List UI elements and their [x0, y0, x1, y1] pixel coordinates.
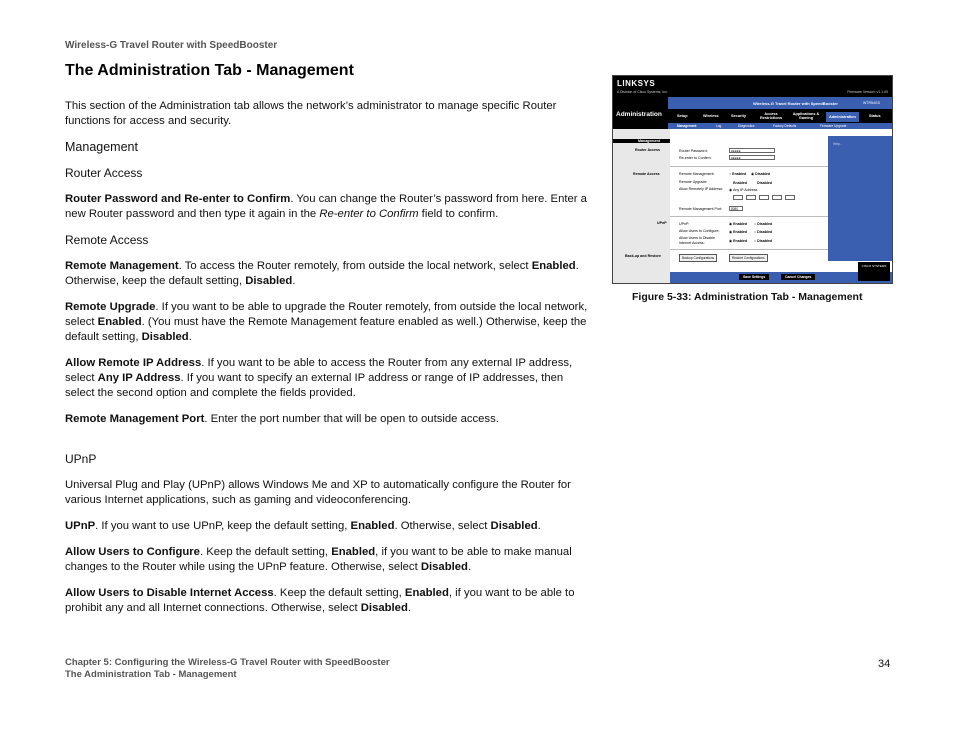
body-column [65, 99, 590, 627]
remote-management-enabled-radio[interactable]: ○ Enabled [729, 172, 747, 176]
ip-octet-3[interactable] [759, 195, 769, 200]
upnp-heading: UPnP [65, 452, 97, 466]
allow-configure-label: Allow Users to Configure: [679, 229, 720, 233]
router-password-label: Router Password: [679, 149, 708, 153]
remote-upgrade-enabled-radio[interactable]: Enabled [733, 181, 747, 185]
logo-subtitle: A Division of Cisco Systems, Inc. [617, 90, 668, 94]
allow-disable-label: Allow Users to Disable Internet Access: [679, 236, 715, 245]
upnp-intro-paragraph: Universal Plug and Play (UPnP) allows Windows Me and XP to automatically configure the Router for various Internet applications, such as gaming and videoconferencing. [65, 479, 571, 506]
reenter-label: Re-enter to Confirm: [679, 156, 712, 160]
cancel-changes-button[interactable]: Cancel Changes [781, 274, 815, 280]
ip-octet-1[interactable] [733, 195, 743, 200]
ip-octet-2[interactable] [746, 195, 756, 200]
section-remote-access: Remote Access [633, 172, 660, 176]
footer-chapter: Chapter 5: Configuring the Wireless-G Travel Router with SpeedBooster [65, 657, 390, 668]
section-router-access: Router Access [635, 148, 661, 152]
tab-status[interactable]: Status [869, 114, 881, 118]
tab-setup[interactable]: Setup [677, 114, 688, 118]
intro-paragraph: This section of the Administration tab allows the network’s administrator to manage specific Router functions for access and security. [65, 100, 557, 127]
reenter-password-input[interactable]: ●●●●● [729, 155, 775, 160]
remote-port-paragraph: Remote Management Port. Enter the port number that will be open to outside access. [65, 413, 499, 425]
router-password-input[interactable]: ●●●●● [729, 148, 775, 153]
router-password-paragraph: Router Password and Re-enter to Confirm. You can change the Router’s password from here. Enter a new Router password and then type it again in the Re-enter to Confirm field to confirm. [65, 193, 587, 220]
product-name: Wireless-G Travel Router with SpeedBooster [753, 101, 838, 106]
tab-administration[interactable]: Administration [826, 112, 859, 122]
section-upnp: UPnP [657, 221, 667, 225]
subtab-management[interactable]: Management [677, 124, 697, 128]
linksys-logo: LINKSYS [617, 79, 656, 88]
page-number: 34 [878, 658, 891, 670]
page-title: The Administration Tab - Management [65, 62, 354, 79]
running-head: Wireless-G Travel Router with SpeedBooster [65, 40, 278, 51]
management-heading: Management [65, 140, 138, 154]
allow-configure-enabled-radio[interactable]: ◉ Enabled [729, 230, 748, 234]
remote-upgrade-paragraph: Remote Upgrade. If you want to be able to upgrade the Router remotely, from outside the local network, select Enabled. (You must have the Remote Management feature enabled as well.) Otherwise, keep the default setting, Disabled. [65, 301, 588, 343]
cisco-logo: CISCO SYSTEMS [858, 262, 890, 281]
allow-configure-paragraph: Allow Users to Configure. Keep the default setting, Enabled, if you want to be able to make manual changes to the Router while using the UPnP feature. Otherwise, select Disabled. [65, 546, 572, 573]
subtab-factory-defaults[interactable]: Factory Defaults [773, 124, 797, 128]
remote-access-heading: Remote Access [65, 233, 149, 247]
upnp-enabled-radio[interactable]: ◉ Enabled [729, 222, 748, 226]
subtab-firmware-upgrade[interactable]: Firmware Upgrade [820, 124, 847, 128]
allow-disable-enabled-radio[interactable]: ◉ Enabled [729, 239, 748, 243]
remote-port-label: Remote Management Port: [679, 207, 723, 211]
router-access-heading: Router Access [65, 166, 143, 180]
save-settings-button[interactable]: Save Settings [739, 274, 769, 280]
any-ip-radio[interactable]: ◉ Any IP Address [729, 188, 758, 192]
remote-upgrade-disabled-radio[interactable]: Disabled [757, 181, 772, 185]
remote-management-paragraph: Remote Management. To access the Router remotely, from outside the local network, select Enabled. Otherwise, keep the default setting, Disabled. [65, 260, 579, 287]
help-link[interactable]: Help... [833, 142, 843, 146]
tab-security[interactable]: Security [731, 114, 746, 118]
backup-configurations-button[interactable]: Backup Configurations [679, 254, 717, 262]
model-number: WTR54GS [863, 101, 880, 105]
footer-section: The Administration Tab - Management [65, 669, 237, 680]
allow-disable-paragraph: Allow Users to Disable Internet Access. Keep the default setting, Enabled, if you want to be able to prohibit any and all Internet connections. Otherwise, select Disabled. [65, 587, 575, 614]
upnp-paragraph: UPnP. If you want to use UPnP, keep the default setting, Enabled. Otherwise, select Disabled. [65, 520, 541, 532]
subtab-log[interactable]: Log [716, 124, 722, 128]
allow-disable-disabled-radio[interactable]: ○ Disabled [754, 239, 773, 243]
tab-access-restrictions[interactable]: Access Restrictions [760, 112, 782, 120]
tab-wireless[interactable]: Wireless [703, 114, 719, 118]
allow-configure-disabled-radio[interactable]: ○ Disabled [754, 230, 773, 234]
firmware-version: Firmware Version: v1.1.00 [847, 90, 888, 94]
ip-octet-5[interactable] [785, 195, 795, 200]
remote-upgrade-label: Remote Upgrade: [679, 180, 708, 184]
restore-configurations-button[interactable]: Restore Configurations [729, 254, 768, 262]
figure-caption: Figure 5-33: Administration Tab - Management [632, 291, 863, 303]
section-backup-restore: Back-up and Restore [625, 254, 661, 258]
remote-port-input[interactable]: 8080 [729, 206, 743, 211]
allow-remote-ip-paragraph: Allow Remote IP Address. If you want to be able to access the Router from any external IP address, select Any IP Address. If you want to specify an external IP address or range of IP addresses, then select the second option and complete the fields provided. [65, 357, 573, 399]
subtab-diagnostics[interactable]: Diagnostics [738, 124, 755, 128]
remote-management-disabled-radio[interactable]: ◉ Disabled [751, 172, 771, 176]
ip-octet-4[interactable] [772, 195, 782, 200]
allow-remote-ip-label: Allow Remotely IP Address: [679, 187, 724, 191]
upnp-label: UPnP: [679, 222, 690, 226]
footer [65, 657, 390, 681]
upnp-disabled-radio[interactable]: ○ Disabled [754, 222, 773, 226]
router-screenshot [612, 75, 893, 284]
tab-applications-gaming[interactable]: Applications & Gaming [792, 112, 820, 120]
screenshot-page-title: Administration [616, 111, 662, 118]
section-management: Management [613, 139, 670, 143]
remote-management-label: Remote Management: [679, 172, 715, 176]
